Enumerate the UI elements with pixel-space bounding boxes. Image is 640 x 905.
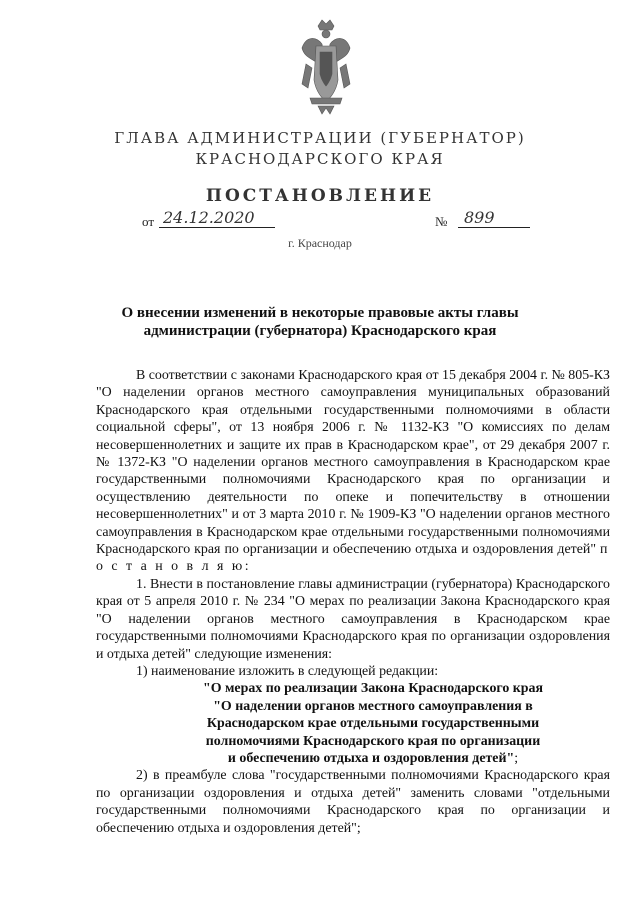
preamble-text: В соответствии с законами Краснодарского края от 15 декабря 2004 г. № 805-КЗ "О наделении органов местного самоуправления муниципальных образований Краснодарского края отдельными государственными полномочиями в области социальной сферы", от 13 ноября 2006 г. № 1132-КЗ "О комиссиях по делам несовершеннолетних и защите их прав в Краснодарском крае", от 29 декабря 2007 г. № 1372-КЗ "О наделении органов местного самоуправления в Краснодарском крае государственными полномочиями Краснодарского края по организации и осуществлению деятельности по опеке и попечительству в отношении несовершеннолетних" и от 3 марта 2010 г. № 1909-КЗ "О наделении органов местного самоуправления в Краснодарском крае отдельными государственными полномочиями Краснодарского края по организации и обеспечению отдыха и оздоровления детей" xyxy=(96,368,610,558)
quote-line3: Краснодарском крае отдельными государственными xyxy=(206,716,540,732)
subitem-2: 2) в преамбуле слова "государственными полномочиями Краснодарского края по организации оздоровления и отдыха детей" заменить словами "отдельными государственными полномочиями Краснодарского края по организации и обеспечению отдыха и оздоровления детей"; xyxy=(96,768,610,836)
issuer-title-line2: КРАСНОДАРСКОГО КРАЯ xyxy=(195,150,445,168)
number-label: № xyxy=(435,214,448,229)
resolve-word: п о с т а н о в л я ю: xyxy=(96,542,610,575)
item-1: 1. Внести в постановление главы администрации (губернатора) Краснодарского края от 5 апреля 2010 г. № 234 "О мерах по реализации Закона Краснодарского края "О наделении органов местного самоуправления в Краснодарском крае государственными полномочиями Краснодарского края по организации оздоровления и отдыха детей" следующие изменения: xyxy=(96,576,610,662)
city-label: г. Краснодар xyxy=(288,236,352,250)
date-label: от xyxy=(142,214,155,229)
number-value: 899 xyxy=(458,208,530,228)
quote-line2: "О наделении органов местного самоуправления в xyxy=(213,698,533,714)
quote-line5-text: и обеспечению отдыха и оздоровления детей" xyxy=(227,750,515,766)
document-type: ПОСТАНОВЛЕНИЕ xyxy=(205,186,435,206)
quote-line1: "О мерах по реализации Закона Краснодарского края xyxy=(202,681,543,697)
title-line1: О внесении изменений в некоторые правовые акты главы xyxy=(121,305,519,321)
issuer-title-line1: ГЛАВА АДМИНИСТРАЦИИ (ГУБЕРНАТОР) xyxy=(114,129,526,147)
quote-line4: полномочиями Краснодарского края по организации xyxy=(205,733,541,749)
document-body xyxy=(96,367,610,837)
document-title xyxy=(0,304,640,340)
preamble-paragraph xyxy=(96,367,610,576)
quote-end: ; xyxy=(514,750,519,766)
date-value: 24.12.2020 xyxy=(159,208,275,228)
quote-line5 xyxy=(96,750,610,767)
coat-of-arms-emblem xyxy=(296,18,356,116)
subitem-1: 1) наименование изложить в следующей редакции: xyxy=(136,663,439,679)
title-line2: администрации (губернатора) Краснодарского края xyxy=(143,323,497,339)
